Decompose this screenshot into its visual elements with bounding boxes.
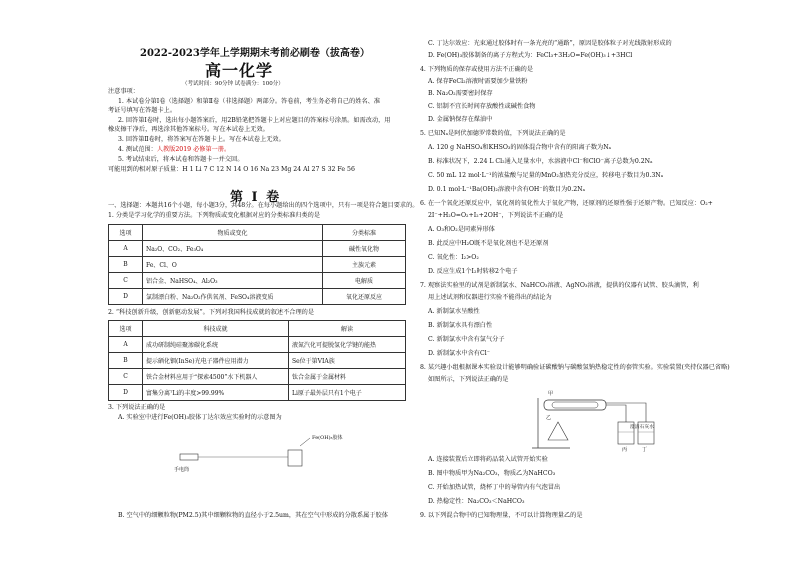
table-cell: 成功研制纯硅聚渗碳化系统 (143, 337, 289, 353)
section-title: 第 I 卷 (230, 190, 282, 205)
table-cell: B (109, 353, 143, 369)
q2-table (108, 320, 406, 401)
fig-label-colloid: Fe(OH)₃胶体 (312, 435, 343, 441)
exam-meta: （考试时间：90分钟 试卷满分：100分） (182, 81, 284, 87)
table-cell: A (109, 337, 143, 353)
q6-option: A. O₃和O₂是同素异形体 (428, 226, 495, 233)
q7-option: A. 新制氯水呈酸性 (428, 308, 480, 315)
q4-option: A. 保存FeCl₂溶液时需要加少量铁粉 (428, 78, 528, 85)
q7-option: C. 新制氯水中含有氯气分子 (428, 336, 505, 343)
q8-option: A. 连接装置后立即将药品装入试管开始实验 (428, 456, 548, 463)
note-line: 橡皮擦干净后，再选涂其他答案标号。写在本试卷上无效。 (108, 126, 269, 133)
q6-option: C. 氧化性：I₂>O₂ (428, 254, 479, 261)
table-cell: 氧化还原反应 (323, 289, 406, 305)
q4-stem: 4. 下列物质的保存或使用方法不正确的是 (420, 66, 534, 73)
q3-option-a: A. 实验室中进行Fe(OH)₃胶体丁达尔效应实验时的示意图为 (118, 414, 282, 421)
table-cell: 电解质 (323, 273, 406, 289)
q6-option: D. 反应生成1个I₂时转移2个电子 (428, 268, 518, 275)
table-cell: 富集分离⁷Li的丰度>99.99% (143, 385, 289, 401)
range-value: 人教版2019 必修第一册。 (156, 146, 231, 153)
atomic-mass-line: 可能用到的相对原子质量：H 1 Li 7 C 12 N 14 O 16 Na 23 Mg 24 Al 27 S 32 Fe 56 (108, 166, 355, 173)
fig-label-ding: 丁 (642, 447, 648, 453)
table-cell: D (109, 289, 143, 305)
q6-option: B. 此反应中H₂O既不是氧化剂也不是还原剂 (428, 240, 549, 247)
table-row (109, 241, 406, 257)
table-header: 科技成就 (143, 321, 289, 337)
q5-option: D. 0.1 mol·L⁻¹Ba(OH)₂溶液中含有OH⁻的数目为0.2Nₐ (428, 186, 585, 193)
flashlight-shape (180, 454, 198, 460)
q7-option: B. 新制氯水具有漂白性 (428, 322, 493, 329)
table-cell: 主族元素 (323, 257, 406, 273)
note-line: 1. 本试卷分第Ⅰ卷（选择题）和第Ⅱ卷（非选择题）两部分。答卷前，考生务必将自己的姓名、准 (118, 98, 381, 105)
table-cell: C (109, 369, 143, 385)
label-leader (300, 438, 310, 446)
note-line: 2. 回答第Ⅰ卷时，选出每小题答案后，用2B铅笔把答题卡上对应题目的答案标号涂黑。如需改动，用 (118, 117, 391, 124)
table-header: 分类标准 (323, 225, 406, 241)
q9-stem: 9. 以下列混合物中的已知物理量，不可以计算物理量乙的是 (420, 512, 583, 519)
q4-option: B. Na₂O₂需要密封保存 (428, 90, 493, 97)
q3-option-b: B. 空气中的细颗粒物(PM2.5)其中细颗粒物的直径小于2.5um，其在空气中形成的分散系属于胶体 (118, 512, 388, 519)
table-row (109, 369, 406, 385)
q7-stem-cont: 用上述试剂和仪器进行实验不能得出的结论为 (428, 294, 552, 301)
note-line: 5. 考试结束后，将本试卷和答题卡一并交回。 (118, 156, 244, 163)
table-header: 选项 (109, 321, 143, 337)
inner-tube (552, 402, 598, 408)
range-label: 4. 测试范围： (118, 146, 157, 153)
table-header: 物质或变化 (143, 225, 323, 241)
q2-stem: 2. “科技创新升级，创新驱动发展”。下列对我国科技成就的叙述不合理的是 (108, 309, 315, 316)
table-row (109, 273, 406, 289)
section-intro: 一、选择题：本题共16个小题，每小题3分，共48分。在每小题给出的四个选项中，只有一项是符合题目要求的。 (108, 202, 419, 209)
table-cell: Li原子最外层只有1个电子 (289, 385, 406, 401)
table-cell: 液氮汽化可提脱氢化学键的能热 (289, 337, 406, 353)
q8-option: D. 热稳定性：Na₂CO₃＜NaHCO₃ (428, 498, 525, 505)
q7-option: D. 新制氯水中含有Cl⁻ (428, 350, 490, 357)
q8-stem-cont: 如图所示，下列说法正确的是 (428, 376, 509, 383)
q7-stem: 7. 观察法实验里的试剂是新制氯水、NaHCO₃溶液、AgNO₃溶液，提供的仪器有试管、胶头滴管，利 (420, 282, 699, 289)
table-row (109, 337, 406, 353)
q5-option: C. 50 mL 12 mol·L⁻¹的浓盐酸与足量的MnO₂加热充分反应，转移电子数目为0.3Nₐ (428, 172, 664, 179)
q8-option: C. 开始加热试管，烧杯丁中的导管内有气泡冒出 (428, 484, 561, 491)
table-header-row (109, 225, 406, 241)
q4-option: D. 金属钠保存在煤油中 (428, 116, 493, 123)
fig-label-limewater: 澄清石灰水 (630, 425, 654, 430)
table-cell: 提示硒化铟(InSe)光电子器件应用潜力 (143, 353, 289, 369)
q5-option: A. 120 g NaHSO₄和KHSO₃的固体混合物中含有的阳离子数为Nₐ (428, 144, 612, 151)
q6-stem: 6. 在一个氧化还原反应中，氧化剂的氧化性大于氧化产物，还原剂的还原性强于还原产物。已知反应：O₂+ (420, 200, 713, 207)
q5-option: B. 标准状况下，2.24 L Cl₂通入足量水中，水溶液中Cl⁻和ClO⁻离子总数为0.2Nₐ (428, 158, 653, 165)
fig-label-bing: 丙 (622, 447, 628, 453)
fig-label-yi: 乙 (546, 415, 552, 421)
fig-label-flashlight: 手电筒 (174, 467, 190, 473)
q6-stem-cont: 2I⁻+H₂O=O₂+I₂+2OH⁻，下列说法不正确的是 (428, 212, 564, 219)
table-header-row (109, 321, 406, 337)
table-header: 解读 (289, 321, 406, 337)
table-row (109, 353, 406, 369)
beaker-shape (288, 450, 302, 466)
q3-option-d: D. Fe(OH)₃胶体制备的离子方程式为：FeCl₃+3H₂O=Fe(OH)₃↓+3HCl (428, 52, 633, 59)
table-cell: D (109, 385, 143, 401)
table-cell: C (109, 273, 143, 289)
lamp-flame (548, 422, 568, 440)
exam-title: 2022-2023学年上学期期末考前必刷卷（拔高卷） (140, 48, 370, 59)
table-cell: 铝合金、NaHSO₄、Al₂O₃ (143, 273, 323, 289)
table-cell: 铁合金材料应用于“探索4500”水下机器人 (143, 369, 289, 385)
q1-stem: 1. 分类是学习化学的重要方法。下列物质或变化根据对应的分类标准归类的是 (108, 212, 321, 219)
table-cell: Na₂O、CO₂、Fe₃O₄ (143, 241, 323, 257)
note-line-range (118, 146, 230, 154)
table-row (109, 257, 406, 273)
note-line: 考证号填写在答题卡上。 (108, 107, 177, 114)
q1-table (108, 224, 406, 305)
q3-stem: 3. 下列说法正确的是 (108, 404, 166, 411)
fig-label-jia: 甲 (548, 391, 554, 397)
table-cell: B (109, 257, 143, 273)
table-row (109, 385, 406, 401)
table-cell: Fe、Cl、O (143, 257, 323, 273)
q3-option-c: C. 丁达尔效应：光束通过胶体时有一条光亮的“通路”，原因是胶体粒子对光线散射形成的 (428, 40, 672, 47)
table-header: 选项 (109, 225, 143, 241)
note-line: 3. 回答第Ⅱ卷时，将答案写在答题卡上。写在本试卷上无效。 (118, 136, 285, 143)
q4-option: C. 铝制不宜长时间存放酸性或碱性食物 (428, 103, 536, 110)
table-cell: 碱性氧化物 (323, 241, 406, 257)
subject-title: 高一化学 (205, 61, 274, 80)
table-cell: Se位于第VIA族 (289, 353, 406, 369)
table-cell: 钛合金属于金属材料 (289, 369, 406, 385)
table-cell: 氯制漂白粉、Na₂O₂作供氧剂、FeSO₄溶液变质 (143, 289, 323, 305)
notes-heading: 注意事项： (108, 88, 139, 95)
q8-stem: 8. 某兴趣小组根据课本实验设计能够明确验证碳酸钠与碳酸氢钠热稳定性的套管实验。实验装置(夹持仪器已省略) (420, 364, 730, 371)
q5-stem: 5. 已知Nₐ是阿伏加德罗常数的值，下列说法正确的是 (420, 130, 566, 137)
q8-option: B. 图中物质甲为Na₂CO₃，物质乙为NaHCO₃ (428, 470, 556, 477)
table-row (109, 289, 406, 305)
table-cell: A (109, 241, 143, 257)
